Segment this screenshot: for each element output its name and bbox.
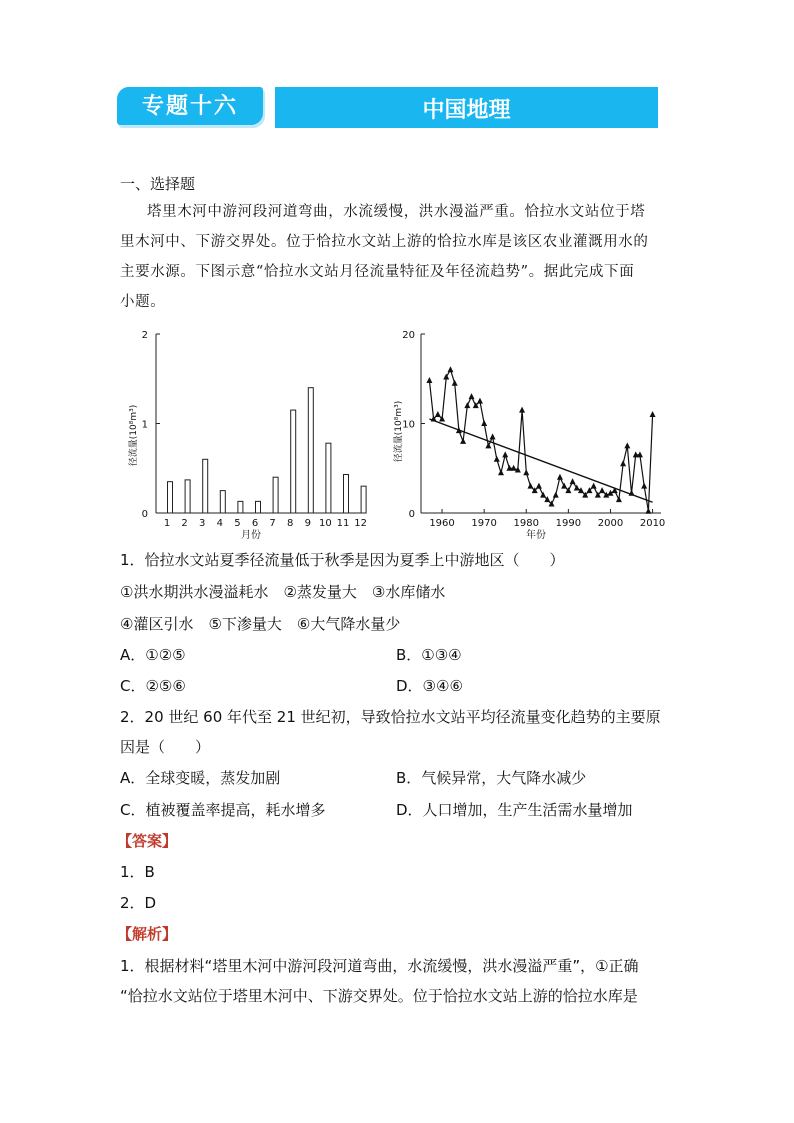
data-point-marker (540, 492, 546, 498)
analysis-line: 1．根据材料“塔里木河中游河段河道弯曲，水流缓慢，洪水漫溢严重”，①正确 (120, 957, 639, 975)
bar (256, 501, 261, 513)
question-1-option-a: A．①②⑤ (120, 646, 186, 664)
question-2-option-b: B．气候异常，大气降水减少 (396, 769, 587, 787)
data-point-marker (523, 469, 529, 475)
x-tick-label: 4 (216, 518, 223, 529)
answer-heading: 【答案】 (117, 832, 178, 850)
question-2-option-d: D．人口增加，生产生活需水量增加 (396, 801, 633, 819)
bar (291, 410, 296, 513)
data-point-marker (570, 478, 576, 484)
analysis-line: “恰拉水文站位于塔里木河中、下游交界处。位于恰拉水文站上游的恰拉水库是 (120, 987, 638, 1005)
y-tick-label: 20 (402, 330, 415, 341)
y-tick-label: 2 (141, 330, 148, 341)
bar (238, 501, 243, 513)
material-line: 主要水源。下图示意“恰拉水文站月径流量特征及年径流趋势”。据此完成下面 (120, 264, 635, 280)
data-point-marker (519, 407, 525, 413)
data-point-marker (452, 380, 458, 386)
x-tick-label: 1970 (471, 518, 497, 529)
data-point-marker (527, 483, 533, 489)
data-point-marker (469, 393, 475, 399)
question-2-option-c: C．植被覆盖率提高，耗水增多 (120, 801, 326, 819)
bar (326, 443, 331, 513)
answer-1: 1．B (120, 863, 155, 881)
data-point-marker (553, 492, 559, 498)
data-point-marker (460, 438, 466, 444)
x-tick-label: 9 (304, 518, 311, 529)
x-tick-label: 12 (354, 518, 367, 529)
topic-number-tag: 专题十六 (117, 87, 263, 125)
x-tick-label: 1980 (513, 518, 539, 529)
bar (308, 388, 313, 513)
y-axis-label: 径流量(10⁸m³) (129, 404, 139, 467)
question-1-items: ①洪水期洪水漫溢耗水 ②蒸发量大 ③水库储水 (120, 583, 446, 601)
question-1-option-c: C．②⑤⑥ (120, 677, 186, 695)
x-tick-label: 7 (269, 518, 276, 529)
x-tick-label: 6 (251, 518, 259, 529)
material-line: 里木河中、下游交界处。位于恰拉水文站上游的恰拉水库是该区农业灌溉用水的 (120, 234, 649, 250)
bar (220, 491, 225, 513)
data-point-marker (616, 496, 622, 502)
data-point-marker (490, 433, 496, 439)
bar (203, 459, 208, 513)
data-point-marker (435, 411, 441, 417)
data-point-marker (620, 460, 626, 466)
material-line: 塔里木河中游河段河道弯曲，水流缓慢，洪水漫溢严重。恰拉水文站位于塔 (147, 204, 646, 220)
bar (344, 475, 349, 513)
data-point-marker (477, 398, 483, 404)
data-point-marker (591, 483, 597, 489)
x-axis-label: 月份 (241, 530, 261, 541)
x-tick-label: 10 (319, 518, 332, 529)
x-tick-label: 3 (199, 518, 206, 529)
x-tick-label: 11 (336, 518, 350, 529)
data-point-marker (650, 411, 656, 417)
bar (185, 480, 190, 513)
answer-2: 2．D (120, 894, 157, 912)
data-point-marker (447, 366, 453, 372)
bar (361, 486, 366, 513)
data-point-marker (599, 487, 605, 493)
topic-title-banner: 中国地理 (275, 87, 658, 128)
x-tick-label: 2000 (597, 518, 624, 529)
x-tick-label: 2 (181, 518, 188, 529)
data-point-marker (645, 508, 651, 514)
question-2-option-a: A．全球变暖，蒸发加剧 (120, 769, 281, 787)
monthly-runoff-bar-chart (122, 326, 372, 541)
question-1-option-b: B．①③④ (396, 646, 462, 664)
data-point-marker (502, 451, 508, 457)
data-point-marker (481, 420, 487, 426)
bar (168, 482, 173, 513)
x-tick-label: 2010 (639, 518, 665, 529)
data-point-marker (557, 474, 563, 480)
x-tick-label: 1960 (429, 518, 455, 529)
data-point-marker (498, 469, 504, 475)
material-line: 小题。 (120, 294, 166, 310)
y-tick-label: 0 (408, 509, 415, 520)
annual-runoff-line-chart (390, 326, 665, 541)
question-2-stem: 2．20 世纪 60 年代至 21 世纪初，导致恰拉水文站平均径流量变化趋势的主要原 (120, 708, 661, 726)
x-tick-label: 5 (234, 518, 241, 529)
y-axis-label: 径流量(10⁸m³) (394, 400, 404, 463)
bar (273, 477, 278, 513)
section-heading: 一、选择题 (120, 175, 196, 193)
data-point-marker (485, 442, 491, 448)
x-axis-label: 年份 (526, 530, 546, 541)
data-point-marker (494, 456, 500, 462)
data-point-marker (536, 483, 542, 489)
data-point-marker (561, 483, 567, 489)
analysis-heading: 【解析】 (117, 925, 178, 943)
data-point-marker (624, 442, 630, 448)
y-tick-label: 0 (141, 509, 148, 520)
data-point-marker (426, 377, 432, 383)
question-1-stem: 1．恰拉水文站夏季径流量低于秋季是因为夏季上中游地区（ ） (120, 551, 565, 569)
x-tick-label: 1990 (555, 518, 582, 529)
data-point-marker (464, 402, 470, 408)
data-point-marker (641, 483, 647, 489)
question-2-stem: 因是（ ） (120, 738, 211, 756)
question-1-items: ④灌区引水 ⑤下渗量大 ⑥大气降水量少 (120, 615, 401, 633)
x-tick-label: 8 (287, 518, 294, 529)
y-tick-label: 1 (141, 419, 148, 431)
y-tick-label: 10 (402, 419, 415, 431)
x-tick-label: 1 (163, 518, 171, 529)
question-1-option-d: D．③④⑥ (396, 677, 463, 695)
